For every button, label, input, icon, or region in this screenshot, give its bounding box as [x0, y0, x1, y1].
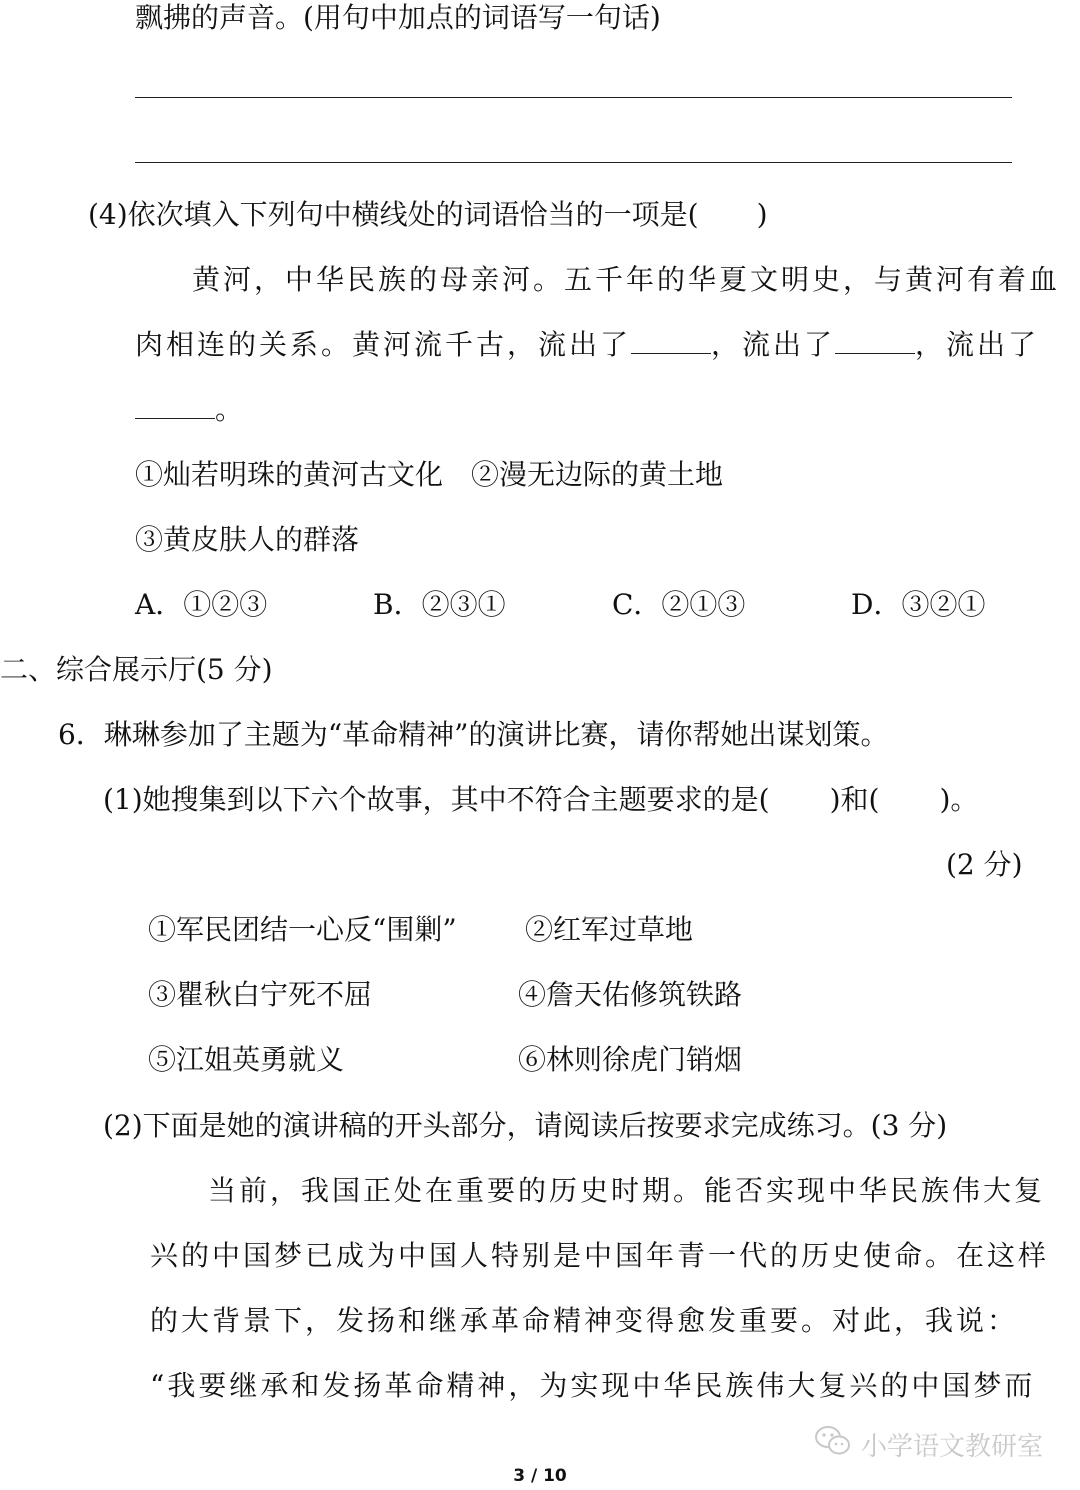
q4-options-line-2: ③黄皮肤人的群落: [135, 523, 360, 556]
story-3: ③瞿秋白宁死不屈: [148, 978, 373, 1011]
answer-line-1: [135, 97, 1012, 98]
speech-line-4: “我要继承和发扬革命精神，为实现中华民族伟大复兴的中国梦而: [150, 1369, 1036, 1402]
page-number: 3 / 10: [513, 1466, 567, 1486]
section-2-heading: 二、综合展示厅(5 分): [0, 653, 273, 686]
q4-options-line-1: ①灿若明珠的黄河古文化 ②漫无边际的黄土地: [135, 458, 724, 491]
watermark: [815, 1425, 1043, 1464]
top-line: 飘拂的声音。(用句中加点的词语写一句话): [135, 1, 661, 34]
story-2: ②红军过草地: [525, 913, 694, 946]
speech-line-3: 的大背景下，发扬和继承革命精神变得愈发重要。对此，我说：: [150, 1304, 1019, 1337]
fill-blank-1[interactable]: [631, 327, 711, 354]
watermark-text: 小学语文教研室: [861, 1432, 1044, 1462]
story-6: ⑥林则徐虎门销烟: [518, 1043, 743, 1076]
q6-sub2: (2)下面是她的演讲稿的开头部分，请阅读后按要求完成练习。(3 分): [103, 1109, 948, 1142]
answer-line-2: [135, 162, 1012, 163]
q4-passage-line-3: 。: [135, 392, 246, 428]
speech-line-2: 兴的中国梦已成为中国人特别是中国年青一代的历史使命。在这样: [150, 1239, 1050, 1272]
question-6: 6．琳琳参加了主题为“革命精神”的演讲比赛，请你帮她出谋划策。: [58, 718, 889, 751]
choice-b[interactable]: B．②③①: [373, 588, 506, 621]
choice-c[interactable]: C．②①③: [612, 588, 746, 621]
story-1: ①军民团结一心反“围剿”: [148, 913, 457, 946]
story-5: ⑤江姐英勇就义: [148, 1043, 345, 1076]
choice-d[interactable]: D．③②①: [851, 588, 986, 621]
fill-blank-3[interactable]: [135, 392, 215, 419]
choice-a[interactable]: A．①②③: [135, 588, 268, 621]
wechat-icon: [815, 1425, 851, 1464]
q4-passage-line-2: 肉相连的关系。黄河流千古，流出了 ，流出了 ，流出了: [135, 328, 1040, 361]
q6-sub1: (1)她搜集到以下六个故事，其中不符合主题要求的是( )和( )。: [103, 783, 979, 816]
q4-passage-line-1: 黄河，中华民族的母亲河。五千年的华夏文明史，与黄河有着血: [192, 263, 1061, 296]
speech-line-1: 当前，我国正处在重要的历史时期。能否实现中华民族伟大复: [208, 1174, 1046, 1207]
q4-prompt: (4)依次填入下列句中横线处的词语恰当的一项是( ): [88, 198, 768, 231]
fill-blank-2[interactable]: [835, 327, 915, 354]
q6-sub1-score: (2 分): [946, 848, 1023, 881]
story-4: ④詹天佑修筑铁路: [518, 978, 743, 1011]
